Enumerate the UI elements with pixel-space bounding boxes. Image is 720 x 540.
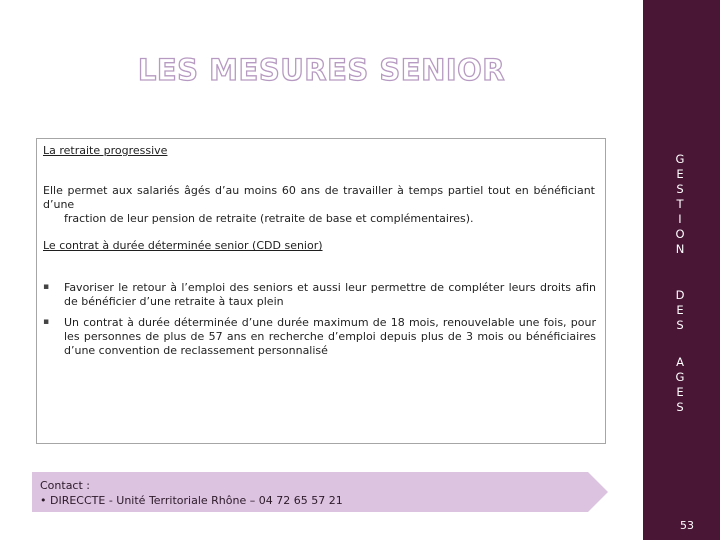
contact-detail: • DIRECCTE - Unité Territoriale Rhône – 04 72 65 57 21: [40, 494, 343, 507]
contact-banner: [32, 472, 608, 512]
paragraph-line: Elle permet aux salariés âgés d’au moins 60 ans de travailler à temps partiel tout en bénéficiant d’une: [43, 184, 595, 211]
sidebar-word-ages: A G E S: [675, 355, 685, 414]
sidebar-word-gestion: G E S T I O N: [675, 152, 685, 256]
contact-text: [40, 478, 343, 508]
section-heading-retraite: La retraite progressive: [43, 144, 168, 157]
section-heading-cdd: Le contrat à durée déterminée senior (CDD senior): [43, 239, 323, 252]
content-box: [36, 138, 606, 444]
list-item-text: Favoriser le retour à l’emploi des seniors et aussi leur permettre de compléter leurs droits afin de bénéficier d’une retraite à taux plein: [64, 281, 596, 308]
list-item-text: Un contrat à durée déterminée d’une durée maximum de 18 mois, renouvelable une fois, pour les personnes de plus de 57 ans en recherche d’emploi depuis plus de 3 mois ou bénéficiaires d’une convention de reclassement personnalisé: [64, 316, 596, 357]
list-item: [43, 281, 596, 309]
bullet-icon: ▪: [43, 282, 50, 292]
paragraph-line: fraction de leur pension de retraite (retraite de base et complémentaires).: [64, 212, 474, 225]
list-item: [43, 316, 596, 358]
sidebar-word-des: D E S: [675, 288, 685, 332]
contact-label: Contact :: [40, 479, 90, 492]
paragraph-retraite: [43, 184, 595, 226]
page-number: 53: [680, 519, 694, 532]
sidebar: [643, 0, 720, 540]
slide-title: LES MESURES SENIOR: [137, 53, 506, 87]
bullet-icon: ▪: [43, 317, 50, 327]
